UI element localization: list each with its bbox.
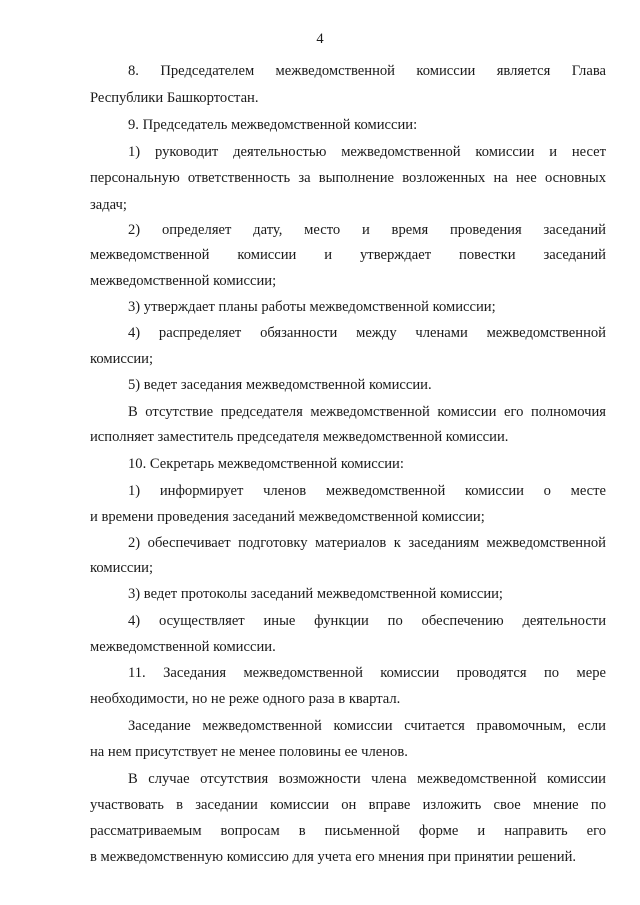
- text-line: 3) ведет протоколы заседаний межведомственной комиссии;: [128, 586, 503, 602]
- text-line: участвовать в заседании комиссии он вправе изложить свое мнение по: [90, 797, 606, 813]
- text-line: задач;: [90, 197, 127, 213]
- text-line: 3) утверждает планы работы межведомственной комиссии;: [128, 299, 496, 315]
- text-line: В отсутствие председателя межведомственной комиссии его полномочия: [128, 404, 606, 420]
- text-line: комиссии;: [90, 351, 154, 367]
- text-line: 2) определяет дату, место и время проведения заседаний: [128, 222, 606, 238]
- text-line: и времени проведения заседаний межведомственной комиссии;: [90, 509, 485, 525]
- text-line: межведомственной комиссии;: [90, 273, 277, 289]
- page-number: 4: [316, 31, 324, 47]
- text-line: 4) распределяет обязанности между членами межведомственной: [128, 325, 606, 341]
- text-line: исполняет заместитель председателя межведомственной комиссии.: [90, 429, 509, 445]
- text-line: 11. Заседания межведомственной комиссии проводятся по мере: [128, 665, 606, 681]
- text-line: персональную ответственность за выполнение возложенных на нее основных: [90, 170, 606, 186]
- text-line: Заседание межведомственной комиссии считается правомочным, если: [128, 718, 606, 734]
- text-line: необходимости, но не реже одного раза в квартал.: [90, 691, 401, 707]
- text-line: 4) осуществляет иные функции по обеспечению деятельности: [128, 613, 606, 629]
- text-line: 10. Секретарь межведомственной комиссии:: [128, 456, 404, 472]
- text-line: в межведомственную комиссию для учета его мнения при принятии решений.: [90, 849, 577, 865]
- text-line: рассматриваемым вопросам в письменной форме и направить его: [90, 823, 606, 839]
- text-line: 2) обеспечивает подготовку материалов к заседаниям межведомственной: [128, 535, 606, 551]
- text-line: 5) ведет заседания межведомственной комиссии.: [128, 377, 432, 393]
- text-line: В случае отсутствия возможности члена межведомственной комиссии: [128, 771, 606, 787]
- text-line: межведомственной комиссии и утверждает повестки заседаний: [90, 247, 606, 263]
- text-line: межведомственной комиссии.: [90, 639, 276, 655]
- text-line: на нем присутствует не менее половины ее членов.: [90, 744, 408, 760]
- text-line: 9. Председатель межведомственной комиссии:: [128, 117, 418, 133]
- text-line: 1) руководит деятельностью межведомственной комиссии и несет: [128, 144, 606, 160]
- text-line: 8. Председателем межведомственной комиссии является Глава: [128, 63, 606, 79]
- text-line: комиссии;: [90, 560, 154, 576]
- text-line: 1) информирует членов межведомственной комиссии о месте: [128, 483, 606, 499]
- text-line: Республики Башкортостан.: [90, 90, 259, 106]
